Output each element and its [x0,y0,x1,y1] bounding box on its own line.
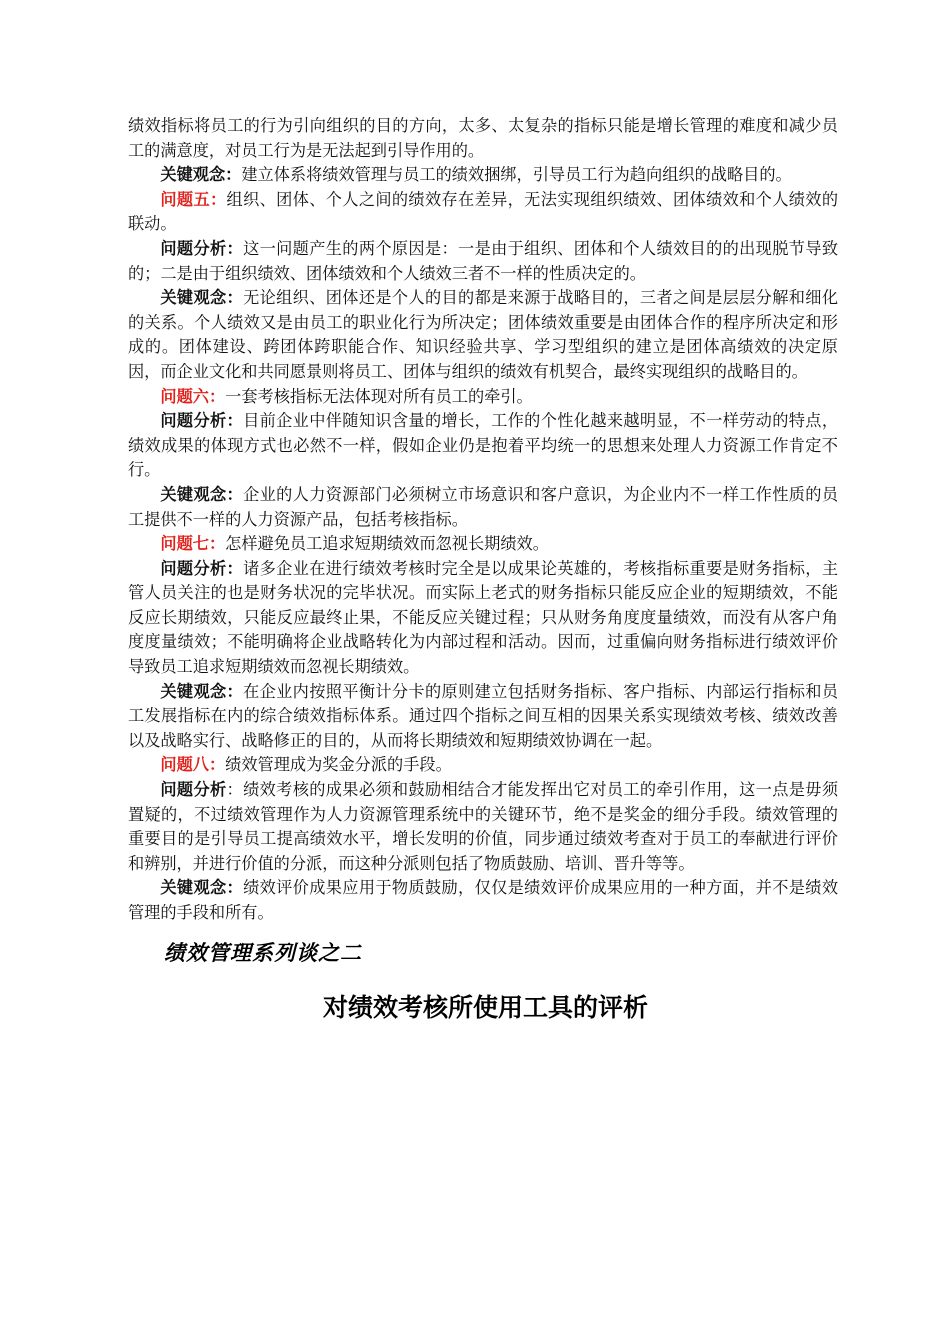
paragraph-label: 问题分析： [160,558,244,578]
paragraph-text: 绩效指标将员工的行为引向组织的目的方向，太多、太复杂的指标只能是增长管理的难度和减少员工的满意度，对员工行为是无法起到引导作用的。 [128,116,838,160]
paragraph [128,483,838,532]
paragraph [128,876,838,925]
document-page [128,114,838,1028]
paragraph [128,237,838,286]
paragraph [128,188,838,237]
question-label: 问题六： [160,386,226,406]
question-label: 问题七： [160,534,226,554]
paragraph-label: 关键观念： [160,681,244,701]
question-label: 问题八： [160,755,226,775]
paragraph-text: ：绩效考核的成果必须和鼓励相结合才能发挥出它对员工的牵引作用，这一点是毋须置疑的，不过绩效管理作为人力资源管理系统中的关键环节，绝不是奖金的细分手段。绩效管理的重要目的是引导员工提高绩效水平，增长发明的价值，同步通过绩效考查对于员工的奉献进行评价和辨别，并进行价值的分派，而这种分派则包括了物质鼓励、培训、晋升等等。 [128,780,839,873]
paragraph [128,680,838,754]
paragraph-label: 关键观念： [160,878,244,898]
paragraph [128,753,838,778]
paragraph [128,114,838,163]
paragraph-text: 绩效评价成果应用于物质鼓励，仅仅是绩效评价成果应用的一种方面，并不是绩效管理的手段和所有。 [128,878,839,922]
paragraph-label: 问题分析 [160,780,227,800]
paragraph-label: 问题分析： [160,238,244,258]
article-title: 对绩效考核所使用工具的评析 [323,992,649,1022]
paragraph-text: 目前企业中伴随知识含量的增长，工作的个性化越来越明显，不一样劳动的特点，绩效成果的体现方式也必然不一样，假如企业仍是抱着平均统一的思想来处理人力资源工作肯定不行。 [128,411,839,480]
paragraph-text: 怎样避免员工追求短期绩效而忽视长期绩效。 [225,534,549,554]
paragraph [128,385,838,410]
paragraph [128,163,838,188]
paragraph-label: 关键观念： [160,165,242,185]
body-text [128,114,838,926]
paragraph [128,778,838,876]
paragraph-label: 问题分析： [160,411,244,431]
paragraph-text: 诸多企业在进行绩效考核时完全是以成果论英雄的，考核指标重要是财务指标，主管人员关注的也是财务状况的完毕状况。而实际上老式的财务指标只能反应企业的短期绩效，不能反应长期绩效，只能反应最终止果，不能反应关键过程；只从财务角度度量绩效，而没有从客户角度度量绩效；不能明确将企业战略转化为内部过程和活动。因而，过重偏向财务指标进行绩效评价导致员工追求短期绩效而忽视长期绩效。 [128,558,839,677]
paragraph-text: 一套考核指标无法体现对所有员工的牵引。 [225,386,533,406]
paragraph-text: 建立体系将绩效管理与员工的绩效捆绑，引导员工行为趋向组织的战略目的。 [241,165,792,185]
paragraph-text: 企业的人力资源部门必须树立市场意识和客户意识，为企业内不一样工作性质的员工提供不一样的人力资源产品，包括考核指标。 [128,484,839,529]
paragraph [128,286,838,384]
paragraph [128,409,838,483]
paragraph-label: 关键观念： [160,288,244,308]
series-heading: 绩效管理系列谈之二 [164,940,362,965]
paragraph [128,532,838,557]
question-label: 问题五： [160,189,227,209]
paragraph-text: 绩效管理成为奖金分派的手段。 [225,755,452,775]
paragraph-text: 在企业内按照平衡计分卡的原则建立包括财务指标、客户指标、内部运行指标和员工发展指标在内的综合绩效指标体系。通过四个指标之间互相的因果关系实现绩效考核、绩效改善以及战略实行、战略修正的目的，从而将长期绩效和短期绩效协调在一起。 [128,681,839,750]
paragraph [128,557,838,680]
paragraph-label: 关键观念： [160,484,244,504]
paragraph-text: 这一问题产生的两个原因是：一是由于组织、团体和个人绩效目的的出现脱节导致的；二是由于组织绩效、团体绩效和个人绩效三者不一样的性质决定的。 [128,238,839,283]
paragraph-text: 组织、团体、个人之间的绩效存在差异，无法实现组织绩效、团体绩效和个人绩效的联动。 [128,189,839,234]
paragraph-text: 无论组织、团体还是个人的目的都是来源于战略目的，三者之间是层层分解和细化的关系。个人绩效又是由员工的职业化行为所决定；团体绩效重要是由团体合作的程序所决定和形成的。团体建设、跨团体跨职能合作、知识经验共享、学习型组织的建立是团体高绩效的决定原因，而企业文化和共同愿景则将员工、团体与组织的绩效有机契合，最终实现组织的战略目的。 [128,288,839,381]
